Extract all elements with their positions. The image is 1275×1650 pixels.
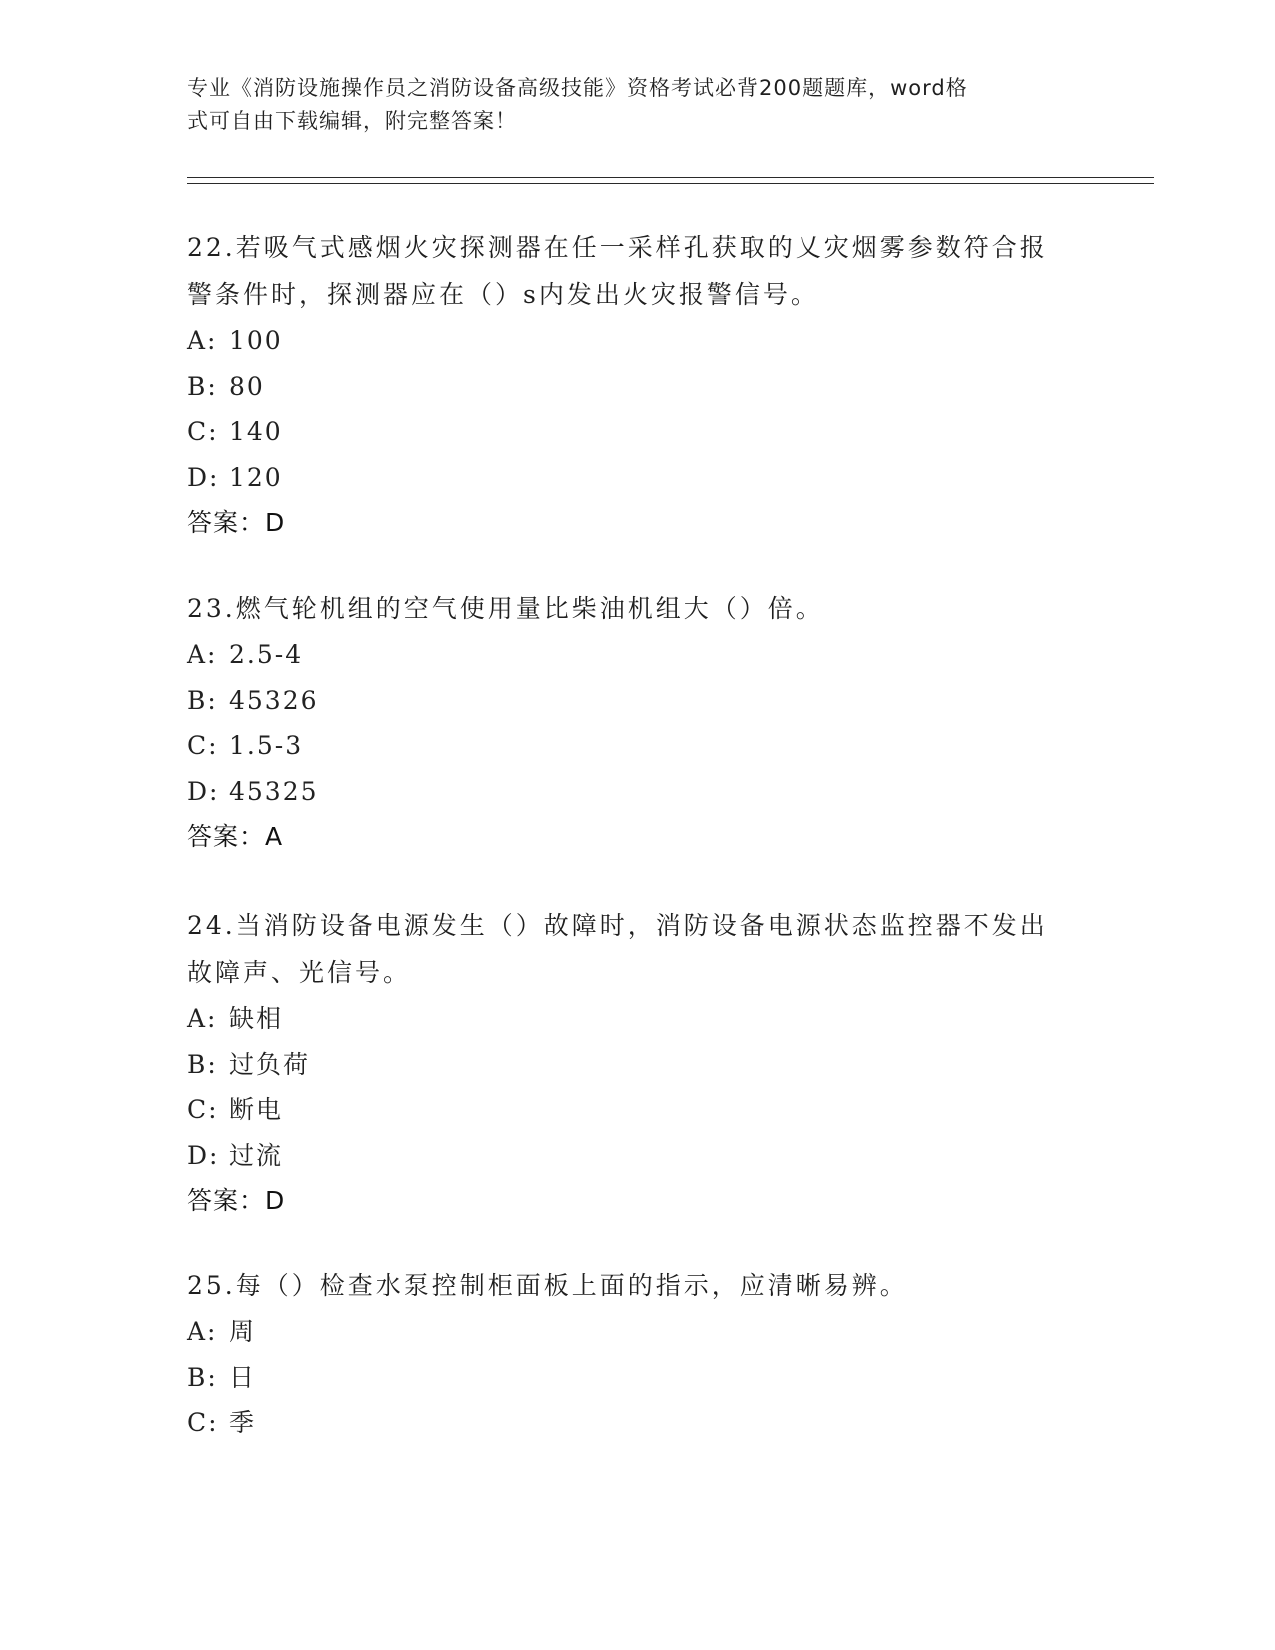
option-value: 断电: [229, 1095, 284, 1124]
option-a: [187, 996, 1087, 1042]
option-label: C:: [187, 417, 219, 446]
option-value: 缺相: [229, 1004, 284, 1033]
document-header: [187, 72, 1067, 138]
option-b: [187, 1042, 1087, 1088]
option-b: [187, 1355, 1087, 1401]
header-line-2: 式可自由下载编辑，附完整答案！: [187, 109, 517, 133]
question-text: 24.当消防设备电源发生（）故障时，消防设备电源状态监控器不发出故障声、光信号。: [187, 911, 1048, 987]
option-label: B:: [187, 371, 218, 401]
option-c: [187, 1400, 1087, 1446]
option-label: B:: [187, 685, 218, 715]
option-value: 140: [229, 417, 283, 446]
option-label: B:: [187, 1049, 218, 1079]
option-label: A:: [187, 640, 218, 669]
header-divider-bottom: [187, 183, 1154, 184]
answer: 答案：A: [187, 822, 284, 851]
option-b: [187, 364, 1087, 410]
option-label: D:: [187, 776, 220, 806]
option-d: [187, 769, 1087, 815]
option-value: 周: [229, 1317, 257, 1346]
option-value: 过负荷: [229, 1049, 311, 1079]
question-22: [187, 224, 1087, 546]
question-23: [187, 585, 1087, 860]
option-d: [187, 455, 1087, 501]
header-divider-top: [187, 177, 1154, 178]
option-value: 45326: [229, 685, 319, 715]
option-label: D:: [187, 1140, 220, 1170]
option-value: 2.5-4: [229, 640, 304, 669]
option-label: A:: [187, 326, 218, 355]
option-label: C:: [187, 1095, 219, 1124]
option-label: C:: [187, 731, 219, 760]
question-text: 25.每（）检查水泵控制柜面板上面的指示，应清晰易辨。: [187, 1271, 908, 1300]
option-label: A:: [187, 1317, 218, 1346]
option-label: D:: [187, 462, 220, 492]
option-value: 过流: [229, 1140, 284, 1170]
question-text: 23.燃气轮机组的空气使用量比柴油机组大（）倍。: [187, 594, 824, 623]
option-value: 季: [229, 1408, 257, 1437]
answer: 答案：D: [187, 1186, 286, 1215]
option-label: C:: [187, 1408, 219, 1437]
option-value: 100: [229, 326, 283, 355]
option-value: 日: [229, 1362, 257, 1392]
question-text: 22.若吸气式感烟火灾探测器在任一采样孔获取的乂灾烟雾参数符合报警条件时，探测器应在（）s内发出火灾报警信号。: [187, 233, 1048, 309]
option-a: [187, 1309, 1087, 1355]
option-label: A:: [187, 1004, 218, 1033]
option-c: [187, 723, 1087, 769]
answer: 答案：D: [187, 508, 286, 537]
option-value: 80: [229, 371, 265, 401]
question-25: [187, 1262, 1087, 1446]
option-value: 120: [229, 462, 283, 492]
option-value: 45325: [229, 776, 319, 806]
option-c: [187, 1087, 1087, 1133]
option-b: [187, 678, 1087, 724]
option-a: [187, 318, 1087, 364]
option-d: [187, 1133, 1087, 1179]
option-a: [187, 632, 1087, 678]
header-line-1: 专业《消防设施操作员之消防设备高级技能》资格考试必背200题题库，word格: [187, 76, 968, 100]
option-label: B:: [187, 1362, 218, 1392]
option-c: [187, 409, 1087, 455]
option-value: 1.5-3: [229, 731, 304, 760]
question-24: [187, 902, 1087, 1224]
